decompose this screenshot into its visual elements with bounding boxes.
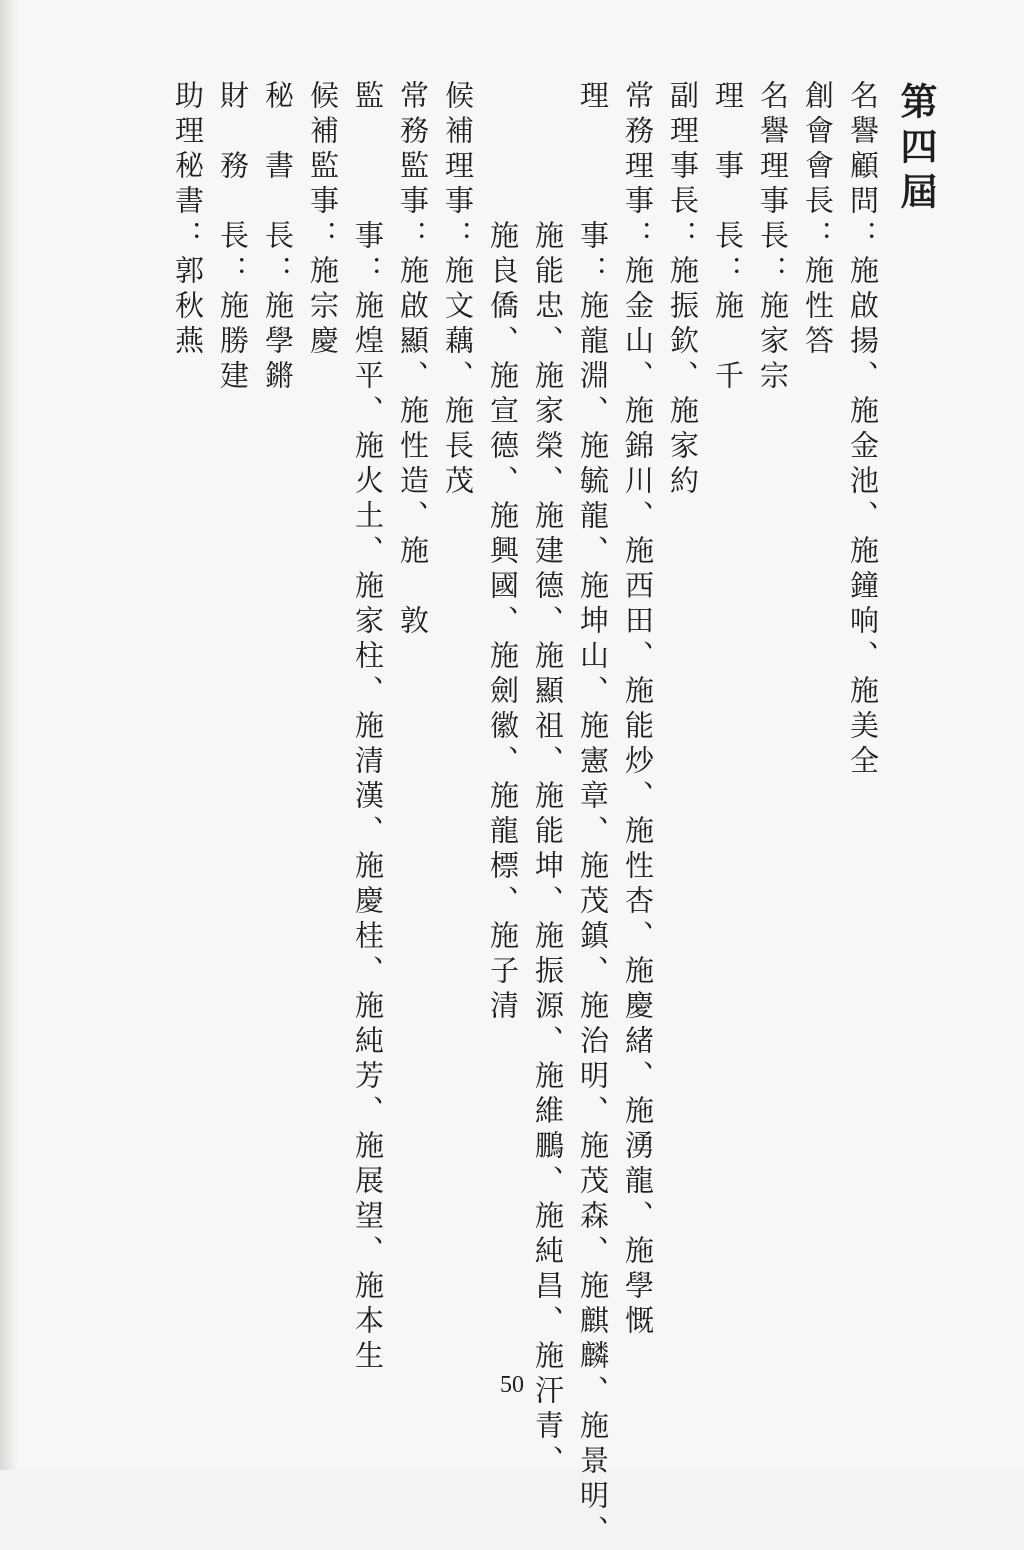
line-directors: 理 事：施龍淵、施毓龍、施坤山、施憲章、施茂鎮、施治明、施茂森、施麒麟、施景明、	[576, 80, 610, 1550]
line-secretary-general: 秘 書 長：施學鏘	[261, 80, 295, 395]
line-alternate-directors: 候補理事：施文藕、施長茂	[441, 80, 475, 500]
line-standing-supervisors: 常務監事：施啟顯、施性造、施 敦	[396, 80, 430, 640]
line-chairman: 理 事 長：施 千	[711, 80, 745, 395]
line-directors-cont-1: 施能忠、施家榮、施建德、施顯祖、施能坤、施振源、施維鵬、施純昌、施汗青、	[531, 220, 565, 1480]
line-vice-chairman: 副理事長：施振欽、施家約	[666, 80, 700, 500]
line-honorary-advisors: 名譽顧問：施啟揚、施金池、施鐘响、施美全	[846, 80, 880, 780]
line-standing-directors: 常務理事：施金山、施錦川、施西田、施能炒、施性杏、施慶緒、施湧龍、施學慨	[621, 80, 655, 1340]
binding-shadow	[0, 0, 18, 1470]
line-assistant-secretary: 助理秘書：郭秋燕	[171, 80, 205, 360]
page-number: 50	[500, 1372, 524, 1398]
section-title: 第四屆	[894, 82, 938, 217]
line-supervisors: 監 事：施煌平、施火土、施家柱、施清漢、施慶桂、施純芳、施展望、施本生	[351, 80, 385, 1375]
line-treasurer: 財 務 長：施勝建	[216, 80, 250, 395]
line-honorary-chairman: 名譽理事長：施家宗	[756, 80, 790, 395]
line-directors-cont-2: 施良僑、施宣德、施興國、施劍徽、施龍標、施子清	[486, 220, 520, 1025]
line-founding-president: 創會會長：施性答	[801, 80, 835, 360]
line-alternate-supervisors: 候補監事：施宗慶	[306, 80, 340, 360]
